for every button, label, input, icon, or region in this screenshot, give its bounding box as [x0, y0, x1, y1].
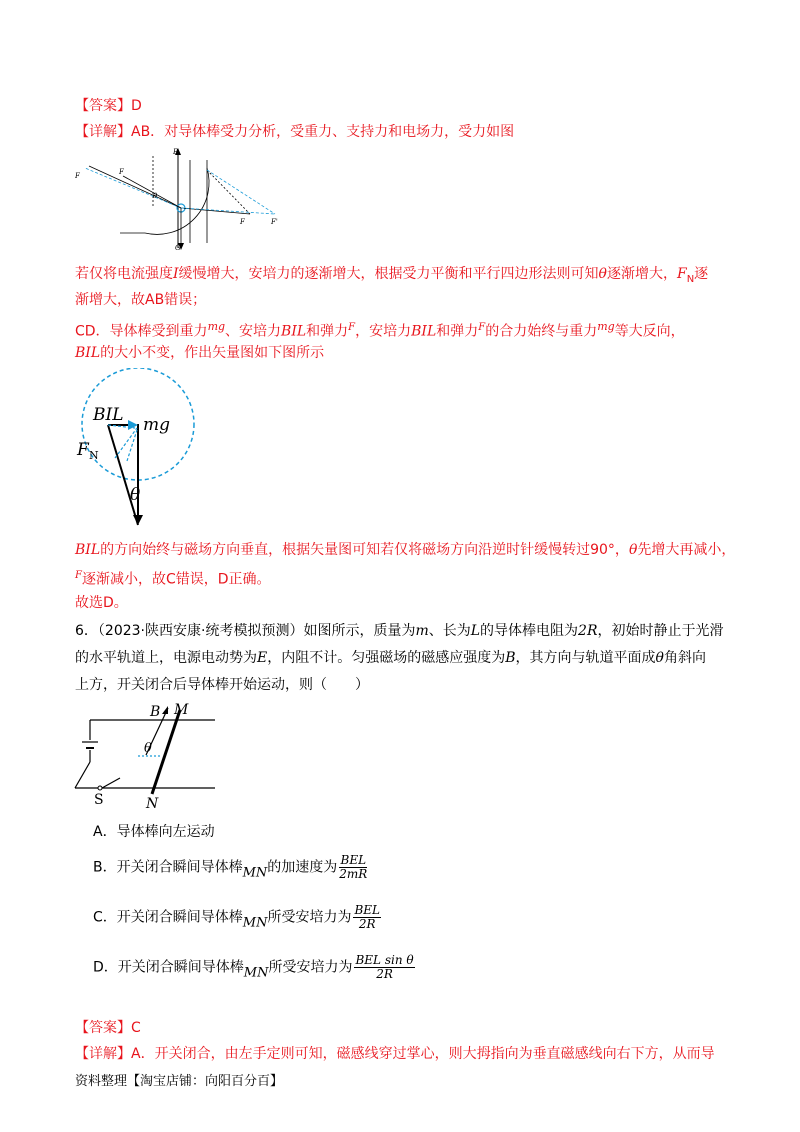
- label-FN-sub: N: [89, 449, 99, 462]
- text-span: 上方，开关闭合后导体棒开始运动，则（ ）: [75, 677, 369, 693]
- option-D[interactable]: [93, 954, 417, 984]
- detail-label: 【详解】: [75, 124, 131, 140]
- question-source: （2023·陕西安康·统考模拟预测）: [97, 623, 304, 639]
- label-F-prime: F': [271, 218, 278, 226]
- fraction-denominator: 2R: [376, 967, 393, 981]
- fraction-numerator: BEL: [354, 903, 381, 917]
- label-B: B: [173, 148, 179, 156]
- text-span: 逐: [694, 266, 709, 282]
- fraction-numerator: BEL sin θ: [355, 953, 414, 967]
- symbol-theta: θ: [628, 542, 638, 558]
- symbol-FN: F: [478, 322, 486, 333]
- text-span: CD．导体棒受到重力: [75, 323, 208, 340]
- text-span: 的合力始终与重力: [485, 323, 598, 340]
- option-text: A．导体棒向左运动: [93, 824, 215, 840]
- symbol-FN: F: [348, 322, 356, 333]
- answer-line-2: [75, 1018, 141, 1038]
- detail-ab-para-line1: [75, 264, 708, 290]
- text-span: ，其方向与轨道平面成: [515, 650, 656, 666]
- text-span: 故选D。: [75, 595, 128, 611]
- symbol-mg: mg: [597, 320, 615, 333]
- text-span: 先增大再减小，: [637, 542, 736, 558]
- detail-cd-line4: [75, 566, 271, 590]
- label-F: F: [240, 218, 245, 226]
- symbol-B: B: [505, 650, 516, 666]
- text-span: 若仅将电流强度: [75, 266, 173, 282]
- option-text: B．开关闭合瞬间导体棒: [93, 859, 243, 876]
- symbol-I: I: [173, 266, 179, 282]
- text-span: 、长为: [428, 623, 471, 639]
- detail-cd-line1: [75, 317, 685, 342]
- option-text: 的加速度为: [267, 859, 338, 876]
- symbol-MN: MN: [243, 965, 269, 981]
- fraction-denominator: 2R: [358, 917, 376, 931]
- answer-value: D: [131, 98, 142, 114]
- detail-line-ab-intro: [75, 122, 514, 142]
- answer-value: C: [131, 1020, 141, 1036]
- option-A[interactable]: [93, 822, 215, 842]
- detail-cd-line3: [75, 540, 735, 560]
- option-text: D．开关闭合瞬间导体棒: [93, 959, 244, 976]
- text-span: 角斜向: [663, 650, 706, 666]
- footer-text: 资料整理【淘宝店铺：向阳百分百】: [75, 1074, 284, 1089]
- symbol-theta: θ: [655, 650, 664, 666]
- text-span: 的方向始终与磁场方向垂直，根据矢量图可知若仅将磁场方向沿逆时针缓慢转过90°，: [100, 542, 629, 558]
- option-B[interactable]: [93, 854, 369, 884]
- text-span: 渐增大，故AB错误；: [75, 292, 207, 308]
- text-span: ，内阻不计。匀强磁场的磁感应强度为: [267, 650, 506, 666]
- circuit-diagram: [70, 700, 220, 810]
- option-text: C．开关闭合瞬间导体棒: [93, 909, 243, 926]
- symbol-MN: MN: [242, 865, 268, 881]
- label-FN-2: F: [119, 168, 124, 176]
- text-span: 如图所示，质量为: [303, 623, 416, 639]
- label-S: S: [94, 792, 104, 808]
- text-span: ，安培力: [355, 323, 412, 340]
- text-span: 的导体棒电阻为: [480, 623, 579, 639]
- label-theta: θ: [130, 485, 141, 505]
- option-C[interactable]: [93, 904, 383, 934]
- label-theta: θ: [153, 192, 158, 200]
- detail-cd-line2: [75, 343, 324, 363]
- text-span: 逐渐减小，故C错误，D正确。: [81, 571, 271, 588]
- detail-line-2: [75, 1044, 715, 1064]
- text-span: 缓慢增大，安培力的逐渐增大，根据受力平衡和平行四边形法则可知: [178, 266, 599, 282]
- text-span: 等大反向，: [614, 323, 685, 340]
- symbol-BIL: BIL: [75, 345, 101, 361]
- fraction: [339, 854, 367, 881]
- answer-line-1: [75, 96, 142, 116]
- footer: [75, 1072, 283, 1092]
- symbol-F: F: [676, 266, 687, 282]
- symbol-BIL: BIL: [411, 323, 437, 340]
- vector-diagram: [75, 368, 215, 533]
- option-text: 所受安培力为: [267, 909, 352, 926]
- label-B: B: [150, 704, 161, 720]
- label-mg: mg: [143, 415, 171, 435]
- fraction-denominator: 2mR: [339, 867, 368, 881]
- text-span: 、安培力: [225, 323, 282, 340]
- symbol-BIL: BIL: [75, 542, 101, 558]
- fraction: [354, 954, 414, 981]
- symbol-2R: 2R: [578, 623, 598, 639]
- conclusion-1: [75, 593, 128, 613]
- detail-ab-para-line2: [75, 290, 206, 310]
- detail-text: A．开关闭合，由左手定则可知，磁感线穿过掌心，则大拇指向为垂直磁感线向右下方，从而导: [131, 1046, 715, 1062]
- text-span: 和弹力: [306, 323, 349, 340]
- label-N: N: [146, 796, 159, 810]
- text-span: 逐渐增大，: [606, 266, 677, 282]
- question6-line2: [75, 648, 706, 668]
- symbol-MN: MN: [242, 915, 268, 931]
- text-span: 和弹力: [436, 323, 479, 340]
- symbol-theta: θ: [598, 266, 607, 282]
- text-span: 的水平轨道上，电源电动势为: [75, 650, 257, 666]
- symbol-L: L: [470, 623, 481, 639]
- symbol-BIL: BIL: [281, 323, 307, 340]
- label-FN: F: [75, 172, 80, 180]
- question6-line1: [75, 621, 723, 641]
- label-G: G: [175, 244, 181, 252]
- detail-label: 【详解】: [75, 1046, 131, 1062]
- label-M: M: [174, 702, 189, 718]
- answer-label: 【答案】: [75, 98, 131, 114]
- symbol-m: m: [415, 623, 429, 639]
- question6-line3: [75, 675, 369, 695]
- symbol-E: E: [257, 650, 268, 666]
- symbol-FN: F: [75, 570, 82, 581]
- text-span: 的大小不变，作出矢量图如下图所示: [100, 345, 325, 361]
- fraction: [353, 904, 381, 931]
- answer-label: 【答案】: [75, 1020, 131, 1036]
- detail-text: AB．对导体棒受力分析，受重力、支持力和电场力，受力如图: [131, 124, 515, 140]
- label-theta: θ: [144, 741, 152, 756]
- question-number: 6．: [75, 623, 98, 639]
- label-FN: F: [77, 440, 89, 460]
- symbol-N-sub: N: [686, 273, 695, 285]
- text-span: ，初始时静止于光滑: [597, 623, 724, 639]
- symbol-mg: mg: [207, 320, 226, 333]
- fraction-numerator: BEL: [340, 853, 367, 867]
- option-text: 所受安培力为: [268, 959, 353, 976]
- label-BIL: BIL: [93, 405, 124, 425]
- force-diagram-1: [75, 148, 290, 253]
